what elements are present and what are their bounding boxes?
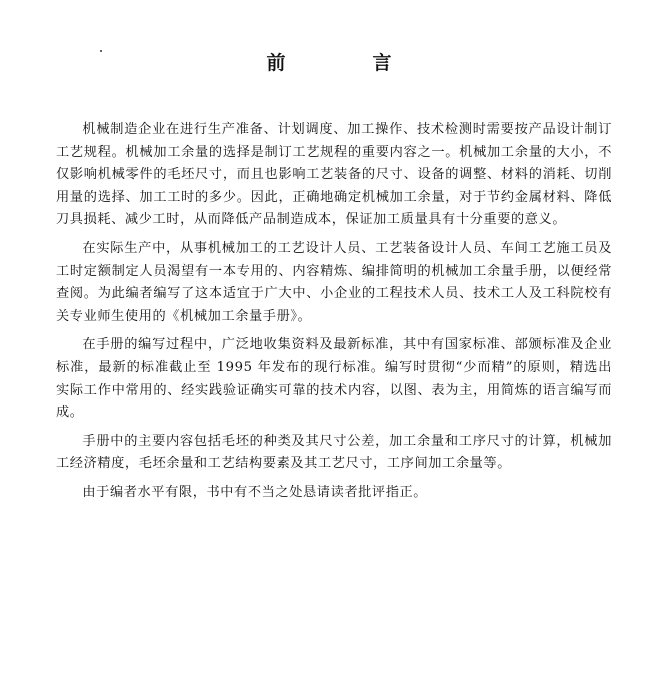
paragraph-2: 在实际生产中，从事机械加工的工艺设计人员、工艺装备设计人员、车间工艺施工员及工时定额制定人员渴望有一本专用的、内容精炼、编排简明的机械加工余量手册，以便经常查阅。为此编者编写了这本适宜于广大中、小企业的工程技术人员、技术工人及工科院校有关专业师生使用的《机械加工余量手册》。	[56, 240, 612, 324]
page-title: 前 言	[266, 52, 426, 74]
paragraph-4: 手册中的主要内容包括毛坯的种类及其尺寸公差，加工余量和工序尺寸的计算，机械加工经济精度，毛坯余量和工艺结构要素及其工艺尺寸，工序间加工余量等。	[56, 433, 612, 472]
paragraph-5: 由于编者水平有限，书中有不当之处恳请读者批评指正。	[82, 484, 428, 500]
paragraph-1: 机械制造企业在进行生产准备、计划调度、加工操作、技术检测时需要按产品设计制订工艺规程。机械加工余量的选择是制订工艺规程的重要内容之一。机械加工余量的大小，不仅影响机械零件的毛坯尺寸，而且也影响工艺装备的尺寸、设备的调整、材料的消耗、切削用量的选择、加工工时的多少。因此，正确地确定机械加工余量，对于节约金属材料、降低刀具损耗、减少工时，从而降低产品制造成本，保证加工质量具有十分重要的意义。	[56, 122, 612, 228]
paragraph-3: 在手册的编写过程中，广泛地收集资料及最新标准，其中有国家标准、部颁标准及企业标准，最新的标准截止至 1995 年发布的现行标准。编写时贯彻“少而精”的原则，精选出实际工作中常用的、经实践验证确实可靠的技术内容，以图、表为主，用简炼的语言编写而成。	[56, 337, 612, 421]
preface-body	[56, 119, 612, 511]
